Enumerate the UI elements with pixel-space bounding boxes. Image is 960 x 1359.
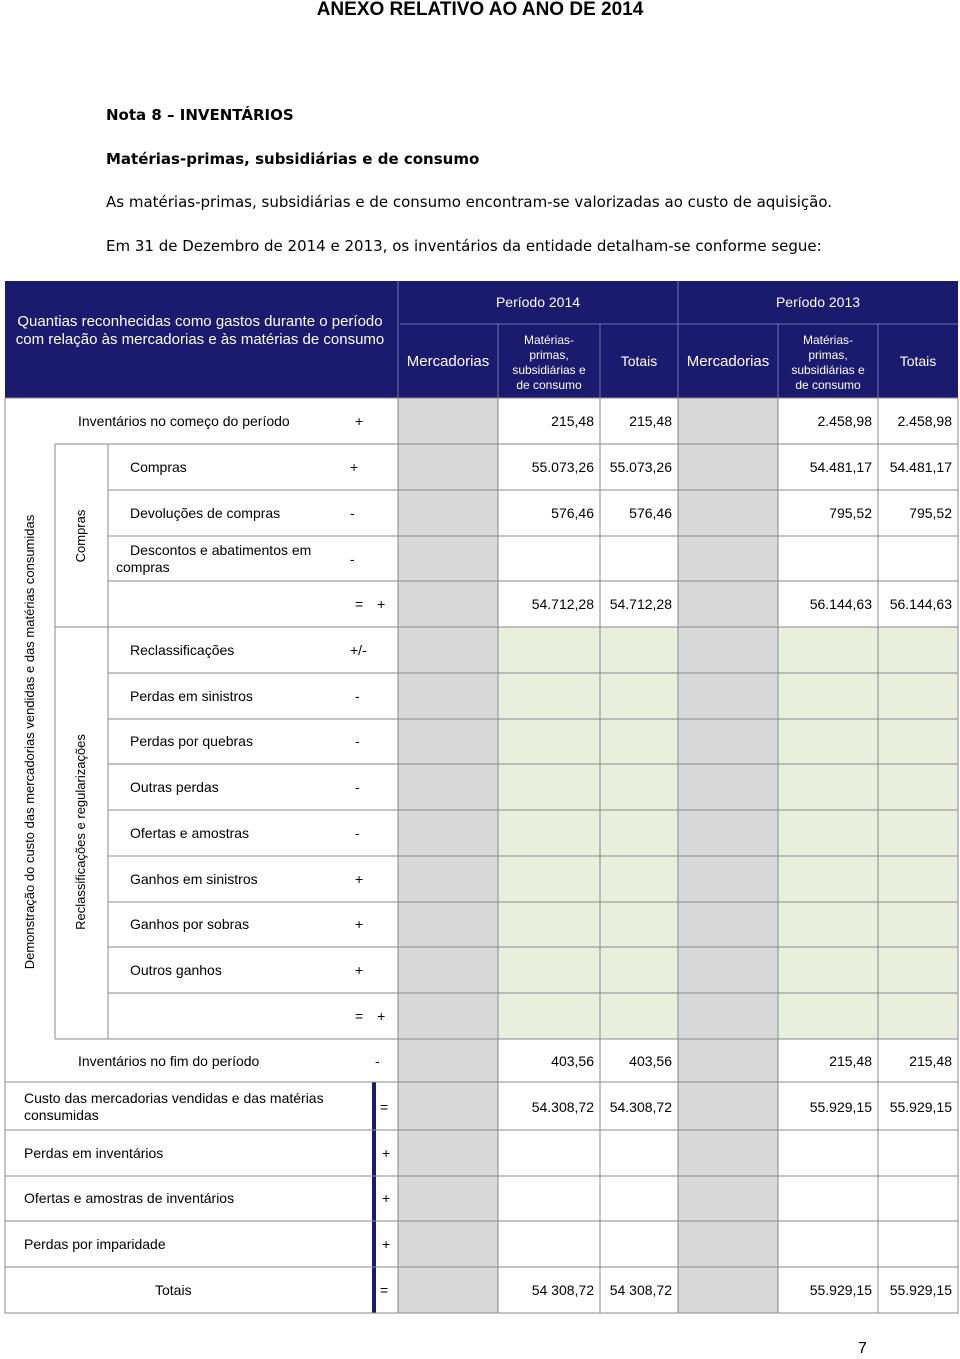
cell-totais-2014: 54 308,72: [609, 1282, 672, 1298]
cell-totais-2013: 795,52: [909, 505, 952, 521]
col-materias-2014: Matérias- primas, subsidiárias e de consumo: [512, 333, 586, 392]
row-sign: +/-: [350, 642, 367, 658]
note-paragraph-1: As matérias-primas, subsidiárias e de consumo encontram-se valorizadas ao custo de aquisição.: [106, 193, 833, 211]
note-title: Nota 8 – INVENTÁRIOS: [106, 106, 294, 124]
cell-materias-2013: 795,52: [829, 505, 872, 521]
row-label: Ofertas e amostras de inventários: [24, 1190, 235, 1206]
row-sign: -: [375, 1053, 380, 1069]
cell-materias-2013: 55.929,15: [809, 1282, 872, 1298]
row-sign: -: [355, 779, 360, 795]
row-label-line-1: Custo das mercadorias vendidas e das matérias: [24, 1090, 324, 1106]
row-sign: -: [350, 505, 355, 521]
cell-totais-2014: 576,46: [629, 505, 672, 521]
note-paragraph-2: Em 31 de Dezembro de 2014 e 2013, os inventários da entidade detalham-se conforme segue:: [106, 237, 822, 255]
row-sign: -: [350, 551, 355, 567]
row-sign: +: [355, 916, 364, 932]
row-label: Ofertas e amostras: [130, 825, 250, 841]
row-sign: +: [355, 413, 364, 429]
col-materias-2013: Matérias- primas, subsidiárias e de consumo: [791, 333, 865, 392]
cell-materias-2014: 54.308,72: [531, 1099, 594, 1115]
row-label: Perdas por quebras: [130, 733, 253, 749]
row-sign: =: [380, 1099, 389, 1115]
side-label-main: Demonstração do custo das mercadorias vendidas e das matérias consumidas: [22, 514, 37, 970]
row-label: Compras: [130, 459, 187, 475]
cell-materias-2013: 55.929,15: [809, 1099, 872, 1115]
row-label: Inventários no começo do período: [78, 413, 290, 429]
col-mercadorias-2013: Mercadorias: [686, 353, 770, 370]
row-label: Perdas em sinistros: [130, 688, 253, 704]
cell-totais-2013: 55.929,15: [889, 1282, 952, 1298]
row-label: Inventários no fim do período: [78, 1053, 260, 1069]
row-label: Outras perdas: [130, 779, 219, 795]
row-sign: +: [382, 1190, 391, 1206]
cell-materias-2013: 2.458,98: [817, 413, 872, 429]
row-label: Perdas em inventários: [24, 1145, 164, 1161]
row-label-line-2: compras: [116, 559, 170, 575]
row-label-line-1: Descontos e abatimentos em: [130, 542, 312, 558]
cell-totais-2013: 54.481,17: [889, 459, 952, 475]
row-label: Reclassificações: [130, 642, 235, 658]
cell-totais-2013: 56.144,63: [889, 596, 952, 612]
page-header: ANEXO RELATIVO AO ANO DE 2014: [316, 0, 644, 20]
row-sign: +: [382, 1145, 391, 1161]
cell-totais-2014: 54.308,72: [609, 1099, 672, 1115]
row-label: Perdas por imparidade: [24, 1236, 166, 1252]
cell-totais-2014: 54.712,28: [609, 596, 672, 612]
cell-totais-2014: 55.073,26: [609, 459, 672, 475]
page-number: 7: [858, 1340, 867, 1357]
row-sign: -: [355, 688, 360, 704]
row-sign: +: [382, 1236, 391, 1252]
cell-materias-2013: 56.144,63: [809, 596, 872, 612]
cell-materias-2014: 55.073,26: [531, 459, 594, 475]
col-totais-2014: Totais: [620, 353, 658, 369]
cell-materias-2014: 215,48: [551, 413, 594, 429]
cell-materias-2014: 576,46: [551, 505, 594, 521]
note-subtitle: Matérias-primas, subsidiárias e de consumo: [106, 150, 480, 168]
cell-materias-2013: 215,48: [829, 1053, 872, 1069]
cell-totais-2013: 215,48: [909, 1053, 952, 1069]
col-totais-2013: Totais: [899, 353, 937, 369]
cell-totais-2013: 55.929,15: [889, 1099, 952, 1115]
period-2013-heading: Período 2013: [775, 294, 861, 310]
row-sign: =: [380, 1282, 389, 1298]
cell-materias-2014: 403,56: [551, 1053, 594, 1069]
cell-totais-2014: 215,48: [629, 413, 672, 429]
cell-totais-2014: 403,56: [629, 1053, 672, 1069]
side-label-compras: Compras: [73, 509, 88, 563]
col-mercadorias-2014: Mercadorias: [406, 353, 490, 370]
row-label: Ganhos por sobras: [130, 916, 250, 932]
period-2014-heading: Período 2014: [495, 294, 581, 310]
row-label: Devoluções de compras: [130, 505, 281, 521]
cell-materias-2014: 54 308,72: [531, 1282, 594, 1298]
row-label: Outros ganhos: [130, 962, 222, 978]
side-label-reclass: Reclassificações e regularizações: [73, 734, 88, 930]
row-sign: = +: [355, 1008, 386, 1024]
table-head-label: Quantias reconhecidas como gastos durante o período com relação às mercadorias e às matérias de consumo: [15, 313, 385, 348]
row-sign: +: [355, 962, 364, 978]
row-label: Totais: [155, 1282, 192, 1298]
cell-materias-2014: 54.712,28: [531, 596, 594, 612]
cell-totais-2013: 2.458,98: [897, 413, 952, 429]
cell-materias-2013: 54.481,17: [809, 459, 872, 475]
row-sign: -: [355, 733, 360, 749]
row-sign: +: [355, 871, 364, 887]
row-label-line-2: consumidas: [24, 1107, 99, 1123]
row-label: Ganhos em sinistros: [130, 871, 258, 887]
row-sign: -: [355, 825, 360, 841]
row-sign: = +: [355, 596, 386, 612]
row-sign: +: [350, 459, 359, 475]
